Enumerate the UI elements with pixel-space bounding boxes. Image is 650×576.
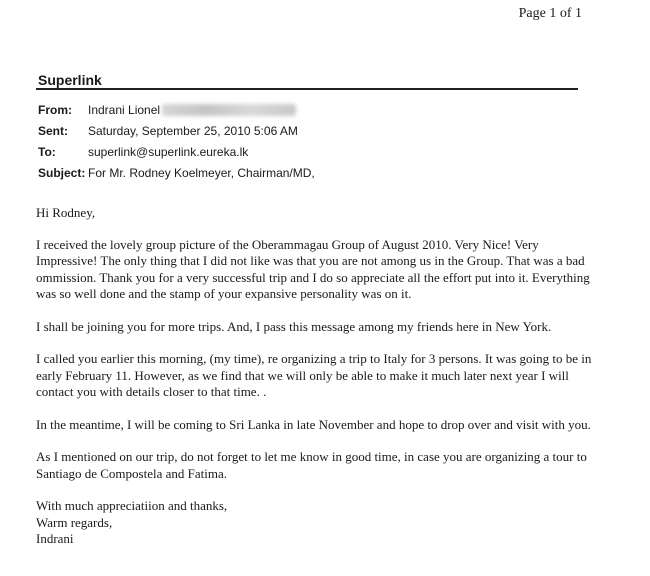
subject-row — [38, 164, 315, 185]
email-headers — [38, 101, 315, 185]
to-row — [38, 143, 315, 164]
paragraph: I shall be joining you for more trips. And, I pass this message among my friends here in New York. — [36, 318, 552, 334]
greeting: Hi Rodney, — [36, 205, 96, 220]
paragraph: I called you earlier this morning, (my time), re organizing a trip to Italy for 3 persons. It was going to be in early February 11. However, as we find that we will only be able to make it much later next year I will contact you with details closer to that time. . — [36, 351, 592, 399]
sent-value: Saturday, September 25, 2010 5:06 AM — [88, 124, 298, 138]
paragraph: In the meantime, I will be coming to Sri Lanka in late November and hope to drop over and visit with you. — [36, 416, 591, 432]
to-label: To: — [38, 145, 56, 159]
closing-line: With much appreciatiion and thanks, — [36, 498, 228, 513]
page-number: Page 1 of 1 — [518, 6, 582, 21]
to-value: superlink@superlink.eureka.lk — [88, 145, 249, 159]
closing-line: Warm regards, — [36, 514, 113, 530]
organization-name: Superlink — [38, 72, 102, 88]
from-value — [88, 101, 296, 119]
subject-value: For Mr. Rodney Koelmeyer, Chairman/MD, — [88, 166, 315, 180]
subject-label: Subject: — [38, 166, 86, 180]
header-divider — [36, 88, 578, 90]
sent-row — [38, 122, 315, 143]
redacted-email-block — [162, 104, 296, 116]
letter-body — [36, 205, 596, 548]
sent-label: Sent: — [38, 124, 68, 138]
signature-name: Indrani — [36, 531, 74, 546]
sender-name: Indrani Lionel — [88, 103, 161, 117]
paragraph: As I mentioned on our trip, do not forget to let me know in good time, in case you are organizing a tour to Santiago de Compostela and Fatima. — [36, 449, 587, 481]
paragraph: I received the lovely group picture of the Oberammagau Group of August 2010. Very Nice! Very Impressive! The only thing that I did not like was that you are not among us in the Group. That was a bad ommission. Thank you for a very successful trip and I do so appreciate all the effort put into it. Everything was so well done and the stamp of your expansive personality was on it. — [36, 236, 590, 301]
from-label: From: — [38, 103, 72, 117]
from-row — [38, 101, 315, 122]
